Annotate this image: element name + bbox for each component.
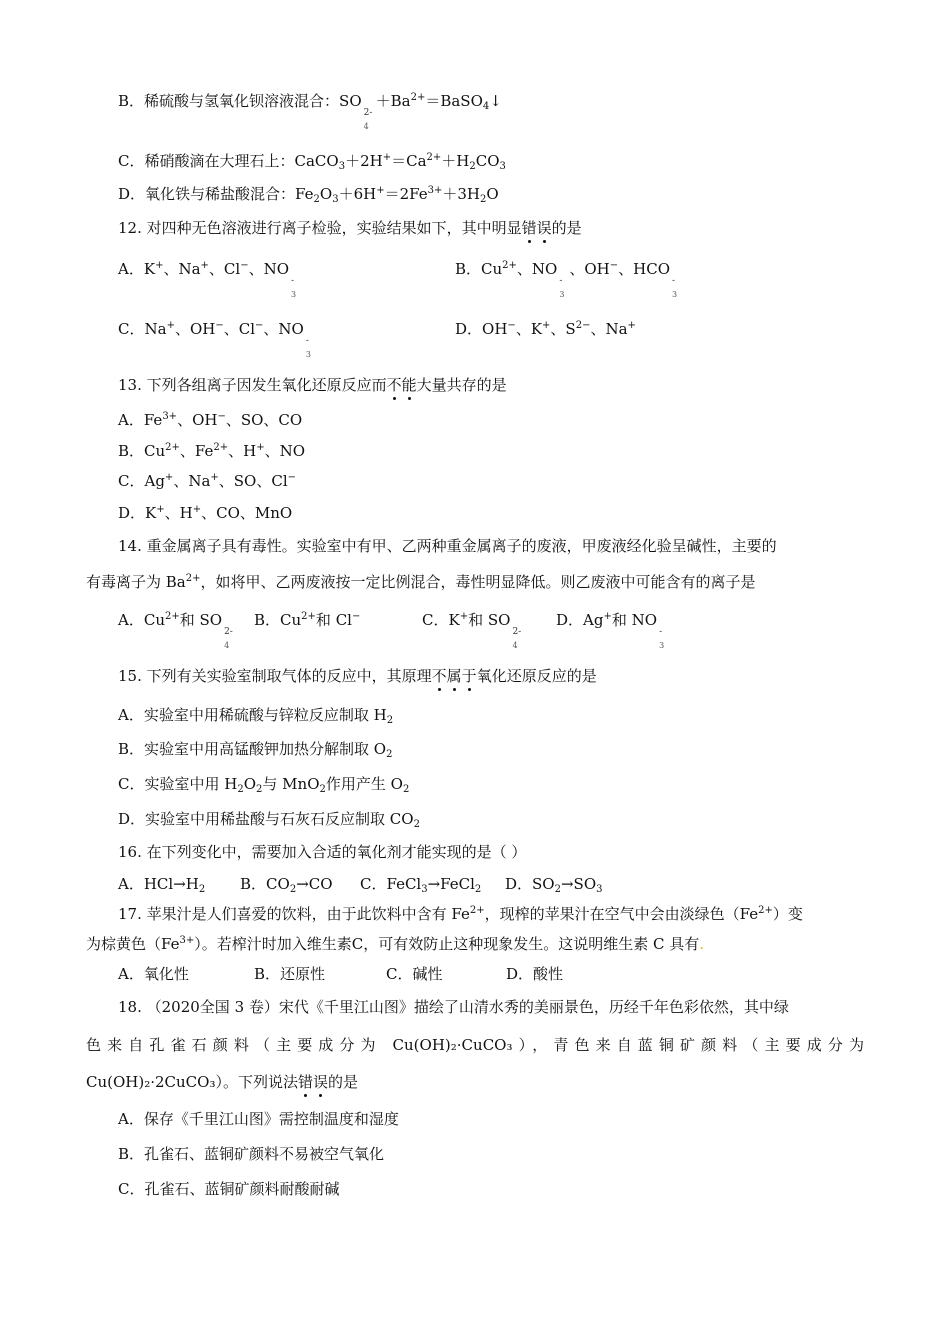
q16-option-c — [360, 874, 481, 894]
formula-part: 、SO、CO — [225, 411, 303, 429]
formula-part: 、H — [164, 504, 193, 522]
option-label: A． — [118, 965, 144, 983]
stem-text: 为棕黄色（Fe — [86, 935, 180, 953]
q15-stem — [118, 666, 597, 686]
formula-part: 、NO — [263, 320, 304, 338]
option-label: D． — [506, 965, 534, 983]
subscript: 2 — [413, 819, 420, 830]
charge: 2+ — [164, 611, 180, 622]
option-label: C． — [118, 472, 145, 490]
subscript: 2 — [474, 884, 482, 895]
ion-charge: 2- — [224, 627, 233, 637]
charge: + — [164, 472, 174, 483]
option-text: 氧化铁与稀盐酸混合： — [145, 185, 296, 203]
option-label: D． — [556, 611, 584, 629]
formula-part: 、OH — [174, 320, 216, 338]
stem-text: 17. 苹果汁是人们喜爱的饮料，由于此饮料中含有 Fe — [118, 905, 470, 923]
option-label: B． — [240, 875, 267, 893]
subscript: 2 — [479, 194, 487, 205]
q18-option-b — [118, 1144, 384, 1164]
formula-part: 、Cl — [208, 260, 241, 278]
subscript: 2 — [313, 194, 320, 205]
formula-part: 、NO — [264, 442, 306, 460]
subscript: 2 — [289, 884, 297, 895]
q17-option-c — [386, 964, 443, 984]
q11-option-c — [118, 151, 506, 171]
q15-option-b — [118, 739, 392, 759]
charge: 2+ — [301, 611, 316, 622]
formula-part: 、OH — [569, 260, 610, 278]
formula-part: Na — [144, 320, 167, 338]
formula-part: ＋3H — [442, 185, 480, 203]
charge: 2+ — [469, 905, 485, 916]
q13-option-d — [118, 503, 292, 523]
formula-part: 、Na — [163, 260, 201, 278]
formula-part: Ag — [583, 611, 604, 629]
q15-option-d — [118, 809, 420, 829]
subscript: 3 — [338, 161, 346, 172]
q12-option-d — [455, 319, 636, 339]
option-text: 实验室中用稀硫酸与锌粒反应制取 H — [143, 706, 387, 724]
stem-text: ）。若榨汁时加入维生素C，可有效防止这种现象发生。这说明维生素 C 具有 — [194, 935, 700, 953]
option-label: C． — [118, 152, 145, 170]
option-text: 保存《千里江山图》需控制温度和湿度 — [143, 1110, 399, 1128]
charge: + — [376, 185, 385, 196]
emphasis-char: 误 — [313, 1073, 329, 1091]
charge: 3+ — [162, 411, 178, 422]
option-label: C． — [360, 875, 387, 893]
formula-part: 、HCO — [618, 260, 670, 278]
option-label: B． — [254, 611, 281, 629]
q17-option-d — [506, 964, 563, 984]
q16-option-b — [240, 874, 333, 894]
charge: + — [166, 320, 175, 331]
stem-text: 的是 — [551, 219, 582, 237]
q13-option-a — [118, 410, 302, 430]
stem-text: ，如将甲、乙两废液按一定比例混合，毒性明显降低。则乙废液中可能含有的离子是 — [200, 573, 756, 591]
formula-part: Cu — [280, 611, 302, 629]
ion-charge: - — [305, 336, 309, 346]
subscript: 2 — [402, 784, 410, 795]
ion-subscript: 3 — [291, 290, 297, 299]
option-text: 实验室中用 H — [144, 775, 238, 793]
subscript: 2 — [554, 884, 561, 895]
stem-text: ）变 — [772, 905, 803, 923]
subscript: 2 — [198, 884, 206, 895]
ion-charge: - — [672, 276, 676, 286]
stem-text: 12. 对四种无色溶液进行离子检验，实验结果如下，其中明显 — [118, 219, 522, 237]
formula-part: Ag — [144, 472, 165, 490]
stem-text: 15. 下列有关实验室制取气体的反应中，其原理 — [118, 667, 432, 685]
option-text: 还原性 — [280, 965, 326, 983]
q14-line-2 — [86, 572, 756, 592]
charge: + — [627, 320, 636, 331]
option-label: A． — [118, 611, 144, 629]
option-label: D． — [118, 185, 146, 203]
subscript: 3 — [421, 884, 428, 895]
q12-option-a — [118, 259, 301, 299]
formula-part: ＋6H — [338, 185, 377, 203]
option-text: 与 MnO — [262, 775, 320, 793]
subscript: 2 — [386, 749, 393, 760]
q18-line-2: 色来自孔雀石颜料（主要成分为 Cu(OH)₂·CuCO₃），青色来自蓝铜矿颜料（主要成分为 — [86, 1036, 864, 1054]
option-label: D． — [118, 810, 146, 828]
formula-part: 、K — [515, 320, 543, 338]
formula-part: 、H — [228, 442, 257, 460]
q14-option-b — [254, 610, 360, 630]
q13-option-b — [118, 441, 305, 461]
formula-part: 、OH — [177, 411, 218, 429]
ion-subscript: 4 — [224, 641, 230, 650]
q11-option-d — [118, 184, 499, 204]
option-text: 实验室中用稀盐酸与石灰石反应制取 CO — [145, 810, 414, 828]
q18-line-1: 18. （2020全国 3 卷）宋代《千里江山图》描绘了山清水秀的美丽景色，历经千年色彩依然，其中绿 — [118, 998, 789, 1016]
option-label: C． — [118, 320, 145, 338]
emphasis-char: 属 — [446, 667, 462, 685]
ion-subscript: 3 — [559, 290, 565, 299]
q17-line-2 — [86, 934, 704, 954]
formula-part: ＋Ba — [375, 92, 411, 110]
formula-part: ＝2Fe — [384, 185, 428, 203]
formula-part: 、NO — [516, 260, 558, 278]
charge: + — [156, 504, 165, 515]
option-label: D． — [118, 504, 146, 522]
q14-line-1: 14. 重金属离子具有毒性。实验室中有甲、乙两种重金属离子的废液，甲废液经化验呈碱性，主要的 — [118, 537, 777, 555]
charge: − — [507, 320, 516, 331]
option-text: 氧化性 — [143, 965, 189, 983]
highlight-mark: . — [699, 935, 704, 953]
formula-part: ＝Ca — [391, 152, 427, 170]
emphasis-char: 于 — [461, 667, 477, 685]
emphasis-char: 不 — [386, 376, 402, 394]
formula-part: Cu — [144, 442, 166, 460]
subscript: 2 — [319, 784, 326, 795]
formula-part: K — [143, 260, 156, 278]
formula-part: 、Cl — [223, 320, 256, 338]
option-label: C． — [422, 611, 449, 629]
q14-option-c — [422, 610, 524, 650]
charge: + — [382, 152, 392, 163]
ion-charge: 2- — [512, 627, 522, 637]
subscript: 2 — [237, 784, 244, 795]
formula-part: ＋H — [441, 152, 470, 170]
ion-charge: 2- — [363, 108, 373, 118]
formula-part: 和 Cl — [315, 611, 352, 629]
subscript: 2 — [469, 161, 476, 172]
formula-part: SO — [532, 875, 555, 893]
emphasis-char: 错 — [297, 1073, 313, 1091]
q13-option-c — [118, 471, 296, 491]
formula-part: O — [486, 185, 499, 203]
q16-option-a — [118, 874, 205, 894]
ion-subscript: 4 — [512, 641, 518, 650]
charge: − — [351, 611, 361, 622]
q11-option-b — [118, 91, 502, 131]
q17-line-1 — [118, 904, 803, 924]
option-label: B． — [118, 92, 145, 110]
stem-text: 大量共存的是 — [416, 376, 507, 394]
emphasis-char: 误 — [536, 219, 552, 237]
charge: 3+ — [179, 935, 195, 946]
option-label: B． — [118, 442, 145, 460]
charge: + — [155, 260, 164, 271]
option-label: D． — [505, 875, 533, 893]
q14-option-a — [118, 610, 236, 650]
option-label: A． — [118, 1110, 144, 1128]
ion-charge: - — [291, 276, 295, 286]
charge: − — [215, 320, 224, 331]
charge: 2+ — [410, 92, 426, 103]
formula-part: ↓ — [489, 92, 502, 110]
formula-part: Fe — [143, 411, 163, 429]
formula-part: CO — [266, 875, 290, 893]
subscript: 3 — [499, 161, 506, 172]
formula-part: K — [145, 504, 157, 522]
ion-subscript: 3 — [305, 350, 311, 359]
subscript: 2 — [256, 784, 263, 795]
formula-part: 和 SO — [468, 611, 511, 629]
formula-part: ＝BaSO — [425, 92, 483, 110]
option-text: 碱性 — [412, 965, 443, 983]
formula-part: 、Na — [173, 472, 211, 490]
formula-part: Cu — [481, 260, 503, 278]
charge: 2+ — [426, 152, 442, 163]
formula-part: 和 NO — [611, 611, 658, 629]
option-text: 稀硫酸与氢氧化钡溶液混合： — [144, 92, 340, 110]
option-label: B． — [455, 260, 482, 278]
subscript: 4 — [482, 101, 490, 112]
charge: 2+ — [213, 442, 229, 453]
option-text: 酸性 — [533, 965, 564, 983]
q18-option-c — [118, 1179, 340, 1199]
charge: − — [217, 411, 226, 422]
option-label: C． — [118, 775, 145, 793]
formula-part: →FeCl — [427, 875, 475, 893]
formula-part: 、CO、MnO — [201, 504, 293, 522]
q12-option-c — [118, 319, 316, 359]
option-label: C． — [386, 965, 413, 983]
formula-part: O — [319, 185, 333, 203]
option-label: D． — [455, 320, 483, 338]
option-label: A． — [118, 260, 144, 278]
formula-part: CO — [475, 152, 500, 170]
charge: + — [200, 260, 209, 271]
option-label: A． — [118, 875, 144, 893]
stem-text: Cu(OH)₂·2CuCO₃）。下列说法 — [86, 1073, 298, 1091]
q17-option-a — [118, 964, 189, 984]
emphasis-char: 错 — [521, 219, 537, 237]
option-text: 孔雀石、蓝铜矿颜料不易被空气氧化 — [144, 1145, 385, 1163]
option-text: 稀硝酸滴在大理石上： — [144, 152, 295, 170]
option-text: 实验室中用高锰酸钾加热分解制取 O — [144, 740, 387, 758]
q14-option-d — [556, 610, 669, 650]
formula-part: Fe — [295, 185, 314, 203]
charge: 2− — [575, 320, 591, 331]
option-label: B． — [118, 1145, 145, 1163]
ion-charge: - — [559, 276, 563, 286]
charge: − — [255, 320, 264, 331]
charge: 2+ — [502, 260, 517, 271]
option-label: C． — [118, 1180, 145, 1198]
option-text: O — [243, 775, 257, 793]
stem-text: ，现榨的苹果汁在空气中会由淡绿色（Fe — [484, 905, 759, 923]
option-label: B． — [254, 965, 281, 983]
subscript: 3 — [332, 194, 339, 205]
stem-text: 的是 — [328, 1073, 359, 1091]
emphasis-char: 能 — [401, 376, 417, 394]
charge: + — [603, 611, 612, 622]
option-text: 作用产生 O — [325, 775, 403, 793]
q16-option-d — [505, 874, 603, 894]
stem-text: 氧化还原反应的是 — [476, 667, 597, 685]
formula-part: 、Fe — [179, 442, 214, 460]
charge: − — [240, 260, 249, 271]
charge: 3+ — [427, 185, 443, 196]
emphasis-char: 不 — [431, 667, 447, 685]
ion-subscript: 4 — [363, 122, 369, 131]
formula-part: HCl→H — [143, 875, 199, 893]
charge: + — [210, 472, 219, 483]
formula-part: 、NO — [248, 260, 290, 278]
q13-stem — [118, 375, 507, 395]
charge: − — [609, 260, 619, 271]
formula-part: →SO — [560, 875, 597, 893]
charge: − — [287, 472, 297, 483]
charge: 2+ — [185, 573, 201, 584]
q18-option-a — [118, 1109, 399, 1129]
q15-option-c — [118, 774, 409, 794]
q17-option-b — [254, 964, 325, 984]
option-text: 孔雀石、蓝铜矿颜料耐酸耐碱 — [144, 1180, 340, 1198]
option-label: A． — [118, 411, 144, 429]
subscript: 3 — [596, 884, 603, 895]
formula-part: 、Na — [590, 320, 628, 338]
formula-part: FeCl — [386, 875, 422, 893]
ion-charge: - — [659, 627, 663, 637]
option-label: B． — [118, 740, 145, 758]
charge: + — [459, 611, 469, 622]
stem-text: 有毒离子为 Ba — [86, 573, 186, 591]
q15-option-a — [118, 705, 393, 725]
q18-line-3 — [86, 1072, 358, 1092]
formula-part: SO — [339, 92, 362, 110]
charge: 2+ — [758, 905, 773, 916]
ion-subscript: 3 — [672, 290, 678, 299]
formula-part: CaCO — [294, 152, 339, 170]
formula-part: Cu — [143, 611, 165, 629]
formula-part: 和 SO — [179, 611, 223, 629]
q12-option-b — [455, 259, 682, 299]
option-label: A． — [118, 706, 144, 724]
stem-text: 13. 下列各组离子因发生氧化还原反应而 — [118, 376, 387, 394]
formula-part: OH — [482, 320, 508, 338]
subscript: 2 — [386, 715, 394, 726]
q12-stem — [118, 218, 582, 238]
charge: + — [256, 442, 265, 453]
formula-part: ＋2H — [345, 152, 383, 170]
charge: + — [192, 504, 202, 515]
formula-part: 、S — [550, 320, 576, 338]
charge: 2+ — [165, 442, 180, 453]
charge: + — [542, 320, 551, 331]
formula-part: →CO — [296, 875, 333, 893]
formula-part: K — [448, 611, 460, 629]
q16-stem: 16. 在下列变化中，需要加入合适的氧化剂才能实现的是（ ） — [118, 843, 527, 861]
ion-subscript: 3 — [659, 641, 665, 650]
formula-part: 、SO、Cl — [218, 472, 288, 490]
